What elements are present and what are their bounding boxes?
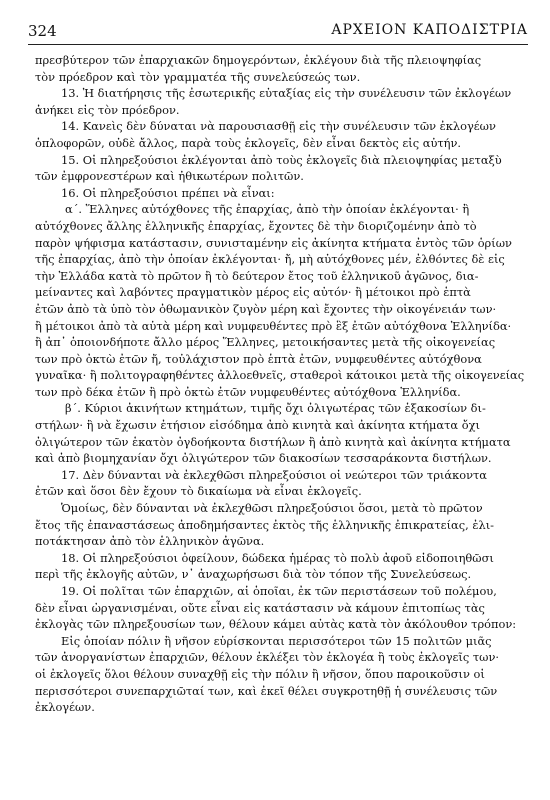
text-line: ὁπλοφορῶν, οὐδὲ ἄλλος, παρὰ τοὺς ἐκλογεῖς, δὲν εἶναι δεκτὸς εἰς αὐτήν.: [35, 135, 462, 150]
text-line: δὲν εἶναι ὠργανισμέναι, οὔτε εἶναι εἰς κατάστασιν νὰ κάμουν ἐπιτοπίως τὰς: [35, 600, 485, 615]
text-line: ἢ μέτοικοι ἀπὸ τὰ αὐτὰ μέρη καὶ νυμφευθέντες πρὸ ἓξ ἐτῶν αὐτόχθονα Ἑλληνίδα·: [35, 318, 512, 333]
text-line: περὶ τῆς ἐκλογῆς αὐτῶν, ν᾽ ἀναχωρήσωσι διὰ τὸν τόπον τῆς Συνελεύσεως.: [35, 567, 472, 582]
text-line: καὶ ἀπὸ βιομηχανίαν ὄχι ὀλιγώτερον τῶν διακοσίων τεσσαράκοντα διστήλων.: [35, 451, 492, 466]
text-line: τῶν ἀνοργανίστων ἐπαρχιῶν, θέλουν ἐκλέξει τὸν ἐκλογέα ἢ τοὺς ἐκλογεῖς των·: [35, 650, 500, 665]
text-line: τῆς ἐπαρχίας, ἀπὸ τὴν ὁποίαν ἐκλέγονται· ἤ, μὴ αὐτόχθονες μέν, ἐλθόντες δὲ εἰς: [35, 252, 505, 267]
text-line: ποτάκτησαν ἀπὸ τὸν ἑλληνικὸν ἀγῶνα.: [35, 534, 265, 549]
text-line: μείναντες καὶ λαβόντες πραγματικὸν μέρος εἰς αὐτόν· ἢ μέτοικοι πρὸ ἑπτὰ: [35, 285, 471, 300]
text-line: 19. Οἱ πολῖται τῶν ἐπαρχιῶν, αἱ ὁποῖαι, ἐκ τῶν περιστάσεων τοῦ πολέμου,: [61, 584, 497, 598]
body-text: [35, 52, 528, 716]
text-line: β΄. Κύριοι ἀκινήτων κτημάτων, τιμῆς ὄχι ὀλιγωτέρας τῶν ἑξακοσίων δι-: [65, 401, 486, 416]
text-line: α΄. Ἕλληνες αὐτόχθονες τῆς ἐπαρχίας, ἀπὸ τὴν ὁποίαν ἐκλέγονται· ἢ: [65, 202, 470, 217]
text-line: ἔτος τῆς ἐπαναστάσεως ἀποδημήσαντες ἐκτὸς τῆς ἑλληνικῆς ἐπικρατείας, ἐλι-: [35, 517, 495, 532]
text-line: ἐτῶν καὶ ὅσοι δὲν ἔχουν τὸ δικαίωμα νὰ εἶναι ἐκλογεῖς.: [35, 484, 362, 499]
running-title: ΑΡΧΕΙΟΝ ΚΑΠΟΔΙΣΤΡΙΑ: [331, 22, 528, 38]
text-line: τὴν Ἑλλάδα κατὰ τὸ πρῶτον ἢ τὸ δεύτερον ἔτος τοῦ ἑλληνικοῦ ἀγῶνος, δια-: [35, 268, 479, 283]
text-line: οἱ ἐκλογεῖς ὅλοι θέλουν συναχθῇ εἰς τὴν πόλιν ἢ νῆσον, ὅπου παροικοῦσιν οἱ: [35, 666, 485, 681]
text-line: ὀλιγώτερον τῶν ἑκατὸν ὀγδοήκοντα διστήλων ἢ ἀπὸ κινητὰ καὶ ἀκίνητα κτήματα: [35, 434, 511, 449]
text-line: ἐτῶν ἀπὸ τὰ ὑπὸ τὸν ὀθωμανικὸν ζυγὸν μέρη καὶ ἔχοντες τὴν οἰκογένειάν των·: [35, 301, 497, 316]
text-line: 15. Οἱ πληρεξούσιοι ἐκλέγονται ἀπὸ τοὺς ἐκλογεῖς διὰ πλειοψηφίας μεταξὺ: [61, 152, 502, 167]
text-line: Εἰς ὁποίαν πόλιν ἢ νῆσον εὑρίσκονται περισσότεροι τῶν 15 πολιτῶν μιᾶς: [61, 633, 492, 648]
page-header: [28, 22, 528, 45]
text-line: 14. Κανεὶς δὲν δύναται νὰ παρουσιασθῇ εἰς τὴν συνέλευσιν τῶν ἐκλογέων: [61, 119, 496, 134]
text-line: τὸν πρόεδρον καὶ τὸν γραμματέα τῆς συνελεύσεώς των.: [35, 69, 361, 84]
text-line: των πρὸ δέκα ἐτῶν ἢ πρὸ ὀκτὼ ἐτῶν νυμφευθέντες αὐτόχθονα Ἑλληνίδα.: [35, 384, 461, 399]
text-line: παρὸν ψήφισμα κατάστασιν, συνισταμένην εἰς ἀκίνητα κτήματα ἐντὸς τῶν ὁρίων: [35, 235, 512, 250]
text-line: των πρὸ ὀκτὼ ἐτῶν ἤ, τοὐλάχιστον πρὸ ἑπτὰ ἐτῶν, νυμφευθέντες αὐτόχθονα: [35, 351, 482, 366]
text-line: ἐκλογὰς τῶν πληρεξουσίων των, θέλουν κάμει αὐτὰς κατὰ τὸν ἀκόλουθον τρόπον:: [35, 617, 517, 632]
text-line: περισσότεροι συνεπαρχιῶταί των, καὶ ἐκεῖ θέλει συγκροτηθῇ ἡ συνέλευσις τῶν: [35, 683, 498, 698]
text-line: αὐτόχθονες ἄλλης ἑλληνικῆς ἐπαρχίας, ἔχοντες δὲ τὴν διοριζομένην ἀπὸ τὸ: [35, 218, 477, 233]
text-line: 18. Οἱ πληρεξούσιοι ὀφείλουν, δώδεκα ἡμέρας τὸ πολὺ ἀφοῦ εἰδοποιηθῶσι: [61, 550, 494, 565]
text-line: στήλων· ἢ νὰ ἔχωσιν ἐτήσιον εἰσόδημα ἀπὸ κινητὰ καὶ ἀκίνητα κτήματα ὄχι: [35, 418, 480, 433]
text-line: Ὁμοίως, δὲν δύνανται νὰ ἐκλεχθῶσι πληρεξούσιοι ὅσοι, μετὰ τὸ πρῶτον: [61, 501, 483, 516]
page-number: 324: [28, 22, 57, 40]
text-line: πρεσβύτερον τῶν ἐπαρχιακῶν δημογερόντων, ἐκλέγουν διὰ τῆς πλειοψηφίας: [35, 53, 482, 67]
text-line: 16. Οἱ πληρεξούσιοι πρέπει νὰ εἶναι:: [61, 185, 275, 200]
text-line: ἀνήκει εἰς τὸν πρόεδρον.: [35, 102, 180, 117]
text-line: 13. Ἡ διατήρησις τῆς ἐσωτερικῆς εὐταξίας εἰς τὴν συνέλευσιν τῶν ἐκλογέων: [61, 86, 512, 101]
text-line: τῶν ἐμφρονεστέρων καὶ ἠθικωτέρων πολιτῶν.: [35, 169, 304, 184]
text-line: ἢ ἀπ᾽ ὁποιονδήποτε ἄλλο μέρος Ἕλληνες, μετοικήσαντες μετὰ τῆς οἰκογενείας: [35, 335, 496, 350]
text-line: ἐκλογέων.: [35, 700, 95, 715]
text-line: γυναῖκα· ἢ πολιτογραφηθέντες ἀλλοεθνεῖς, σταθεροὶ κάτοικοι μετὰ τῆς οἰκογενείας: [35, 368, 525, 383]
text-line: 17. Δὲν δύνανται νὰ ἐκλεχθῶσι πληρεξούσιοι οἱ νεώτεροι τῶν τριάκοντα: [61, 467, 487, 482]
